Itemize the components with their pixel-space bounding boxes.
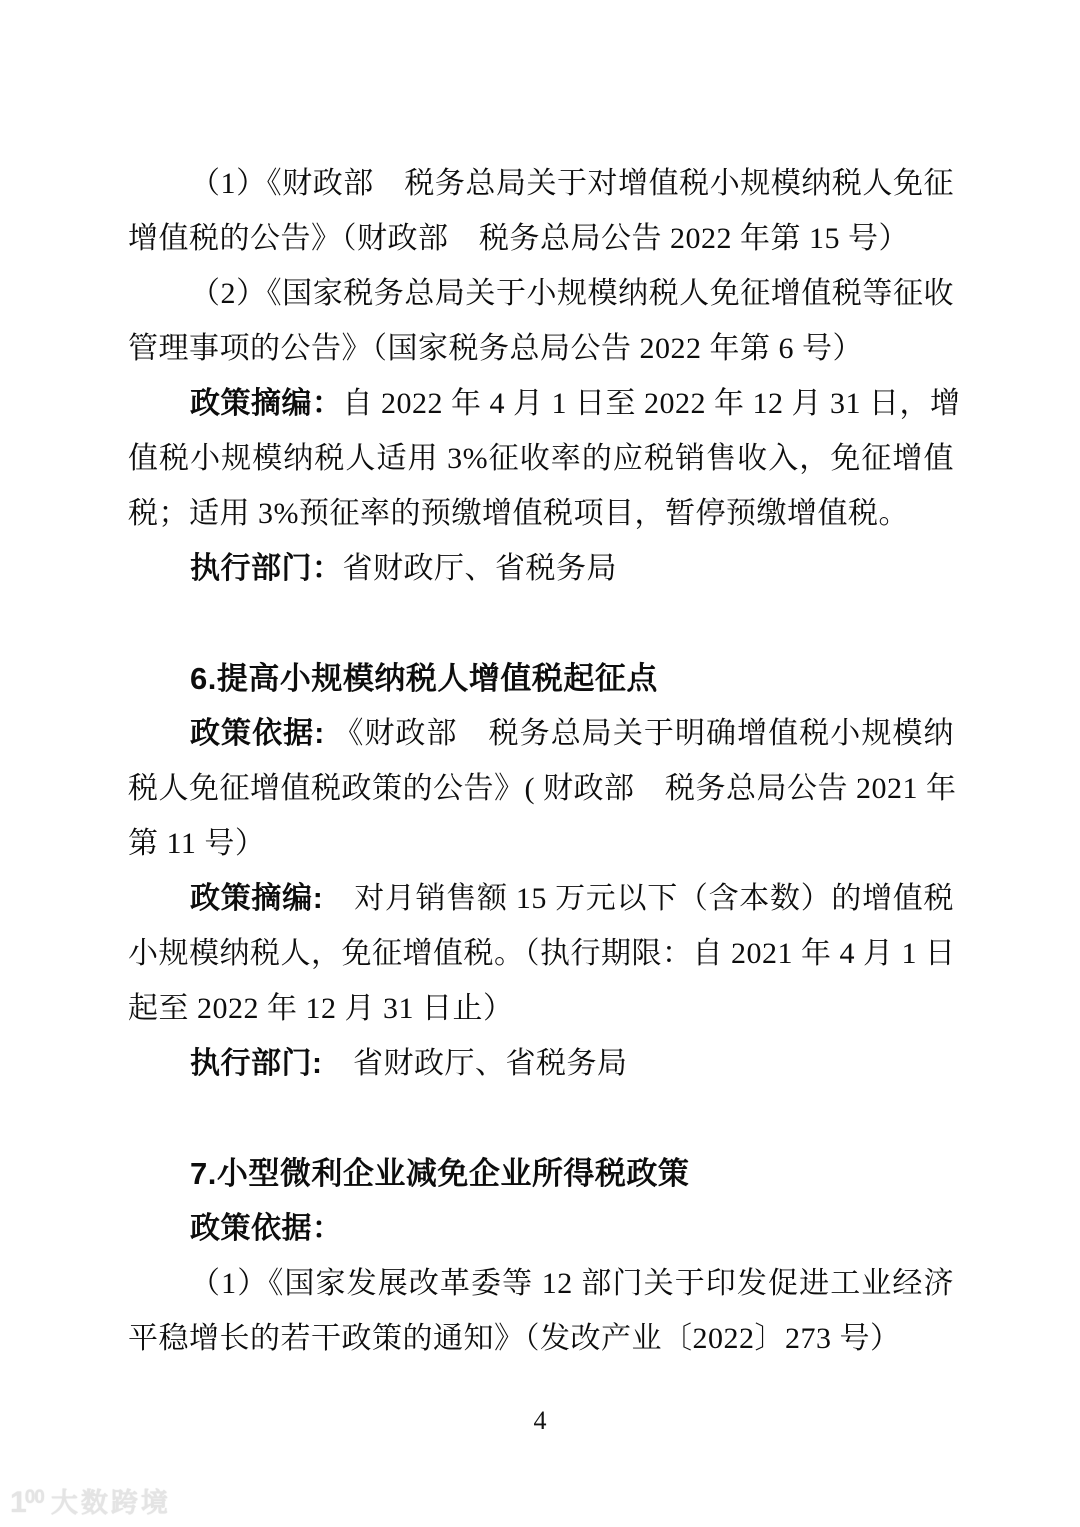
paragraph-line — [128, 1311, 954, 1366]
document-body — [128, 156, 961, 1366]
line-text: （2）《国家税务总局关于小规模纳税人免征增值税等征收 — [190, 277, 954, 310]
watermark-logo-icon: $1^{00}$ — [10, 1485, 44, 1519]
paragraph-line — [128, 156, 954, 211]
line-text: 税；适用 3%预征率的预缴增值税项目，暂停预缴增值税。 — [128, 497, 909, 530]
paragraph-line — [128, 541, 954, 596]
heading-text: 7.小型微利企业减免企业所得税政策 — [190, 1156, 690, 1191]
line-text: 管理事项的公告》（国家税务总局公告 2022 年第 6 号） — [128, 332, 863, 365]
policy-summary-label: 政策摘编: — [190, 882, 324, 915]
paragraph-line — [128, 1256, 954, 1311]
paragraph-line — [128, 926, 954, 981]
line-text: 《财政部 税务总局关于明确增值税小规模纳 — [324, 717, 954, 750]
blank-line — [128, 596, 954, 651]
paragraph-line — [128, 211, 954, 266]
page-number: 4 — [533, 1406, 547, 1435]
policy-basis-label: 政策依据： — [190, 1212, 343, 1245]
paragraph-line — [128, 816, 954, 871]
watermark — [10, 1480, 171, 1520]
blank-line — [128, 1091, 954, 1146]
line-text: 税人免征增值税政策的公告》( 财政部 税务总局公告 2021 年 — [128, 772, 957, 805]
paragraph-line — [128, 266, 954, 321]
paragraph-line — [128, 1201, 954, 1256]
executing-dept-label: 执行部门： — [190, 552, 343, 585]
paragraph-line — [128, 1036, 954, 1091]
line-text: 对月销售额 15 万元以下（含本数）的增值税 — [323, 882, 954, 915]
line-text: 值税小规模纳税人适用 3%征收率的应税销售收入，免征增值 — [128, 442, 954, 475]
policy-summary-label: 政策摘编： — [190, 387, 343, 420]
paragraph-line — [128, 321, 954, 376]
paragraph-line — [128, 431, 954, 486]
line-text: （1）《国家发展改革委等 12 部门关于印发促进工业经济 — [190, 1267, 954, 1300]
line-text: 增值税的公告》（财政部 税务总局公告 2022 年第 15 号） — [128, 222, 909, 255]
section-heading-7 — [128, 1146, 954, 1201]
section-heading-6 — [128, 651, 954, 706]
line-text: 起至 2022 年 12 月 31 日止） — [128, 992, 514, 1025]
line-text: 平稳增长的若干政策的通知》（发改产业〔2022〕273 号） — [128, 1322, 901, 1355]
line-text: 小规模纳税人，免征增值税。（执行期限：自 2021 年 4 月 1 日 — [128, 937, 956, 970]
paragraph-line — [128, 486, 954, 541]
line-text: 第 11 号） — [128, 827, 266, 860]
heading-text: 6.提高小规模纳税人增值税起征点 — [190, 661, 658, 696]
policy-basis-label: 政策依据: — [190, 717, 325, 750]
line-text: （1）《财政部 税务总局关于对增值税小规模纳税人免征 — [190, 167, 954, 200]
paragraph-line — [128, 871, 954, 926]
paragraph-line — [128, 376, 961, 431]
paragraph-line — [128, 761, 957, 816]
line-text: 省财政厅、省税务局 — [322, 1047, 628, 1080]
paragraph-line — [128, 706, 954, 761]
line-text: 自 2022 年 4 月 1 日至 2022 年 12 月 31 日，增 — [342, 387, 961, 420]
paragraph-line — [128, 981, 954, 1036]
line-text: 省财政厅、省税务局 — [342, 552, 617, 585]
executing-dept-label: 执行部门: — [190, 1047, 323, 1080]
watermark-brand-text: 大数跨境 — [50, 1487, 171, 1518]
